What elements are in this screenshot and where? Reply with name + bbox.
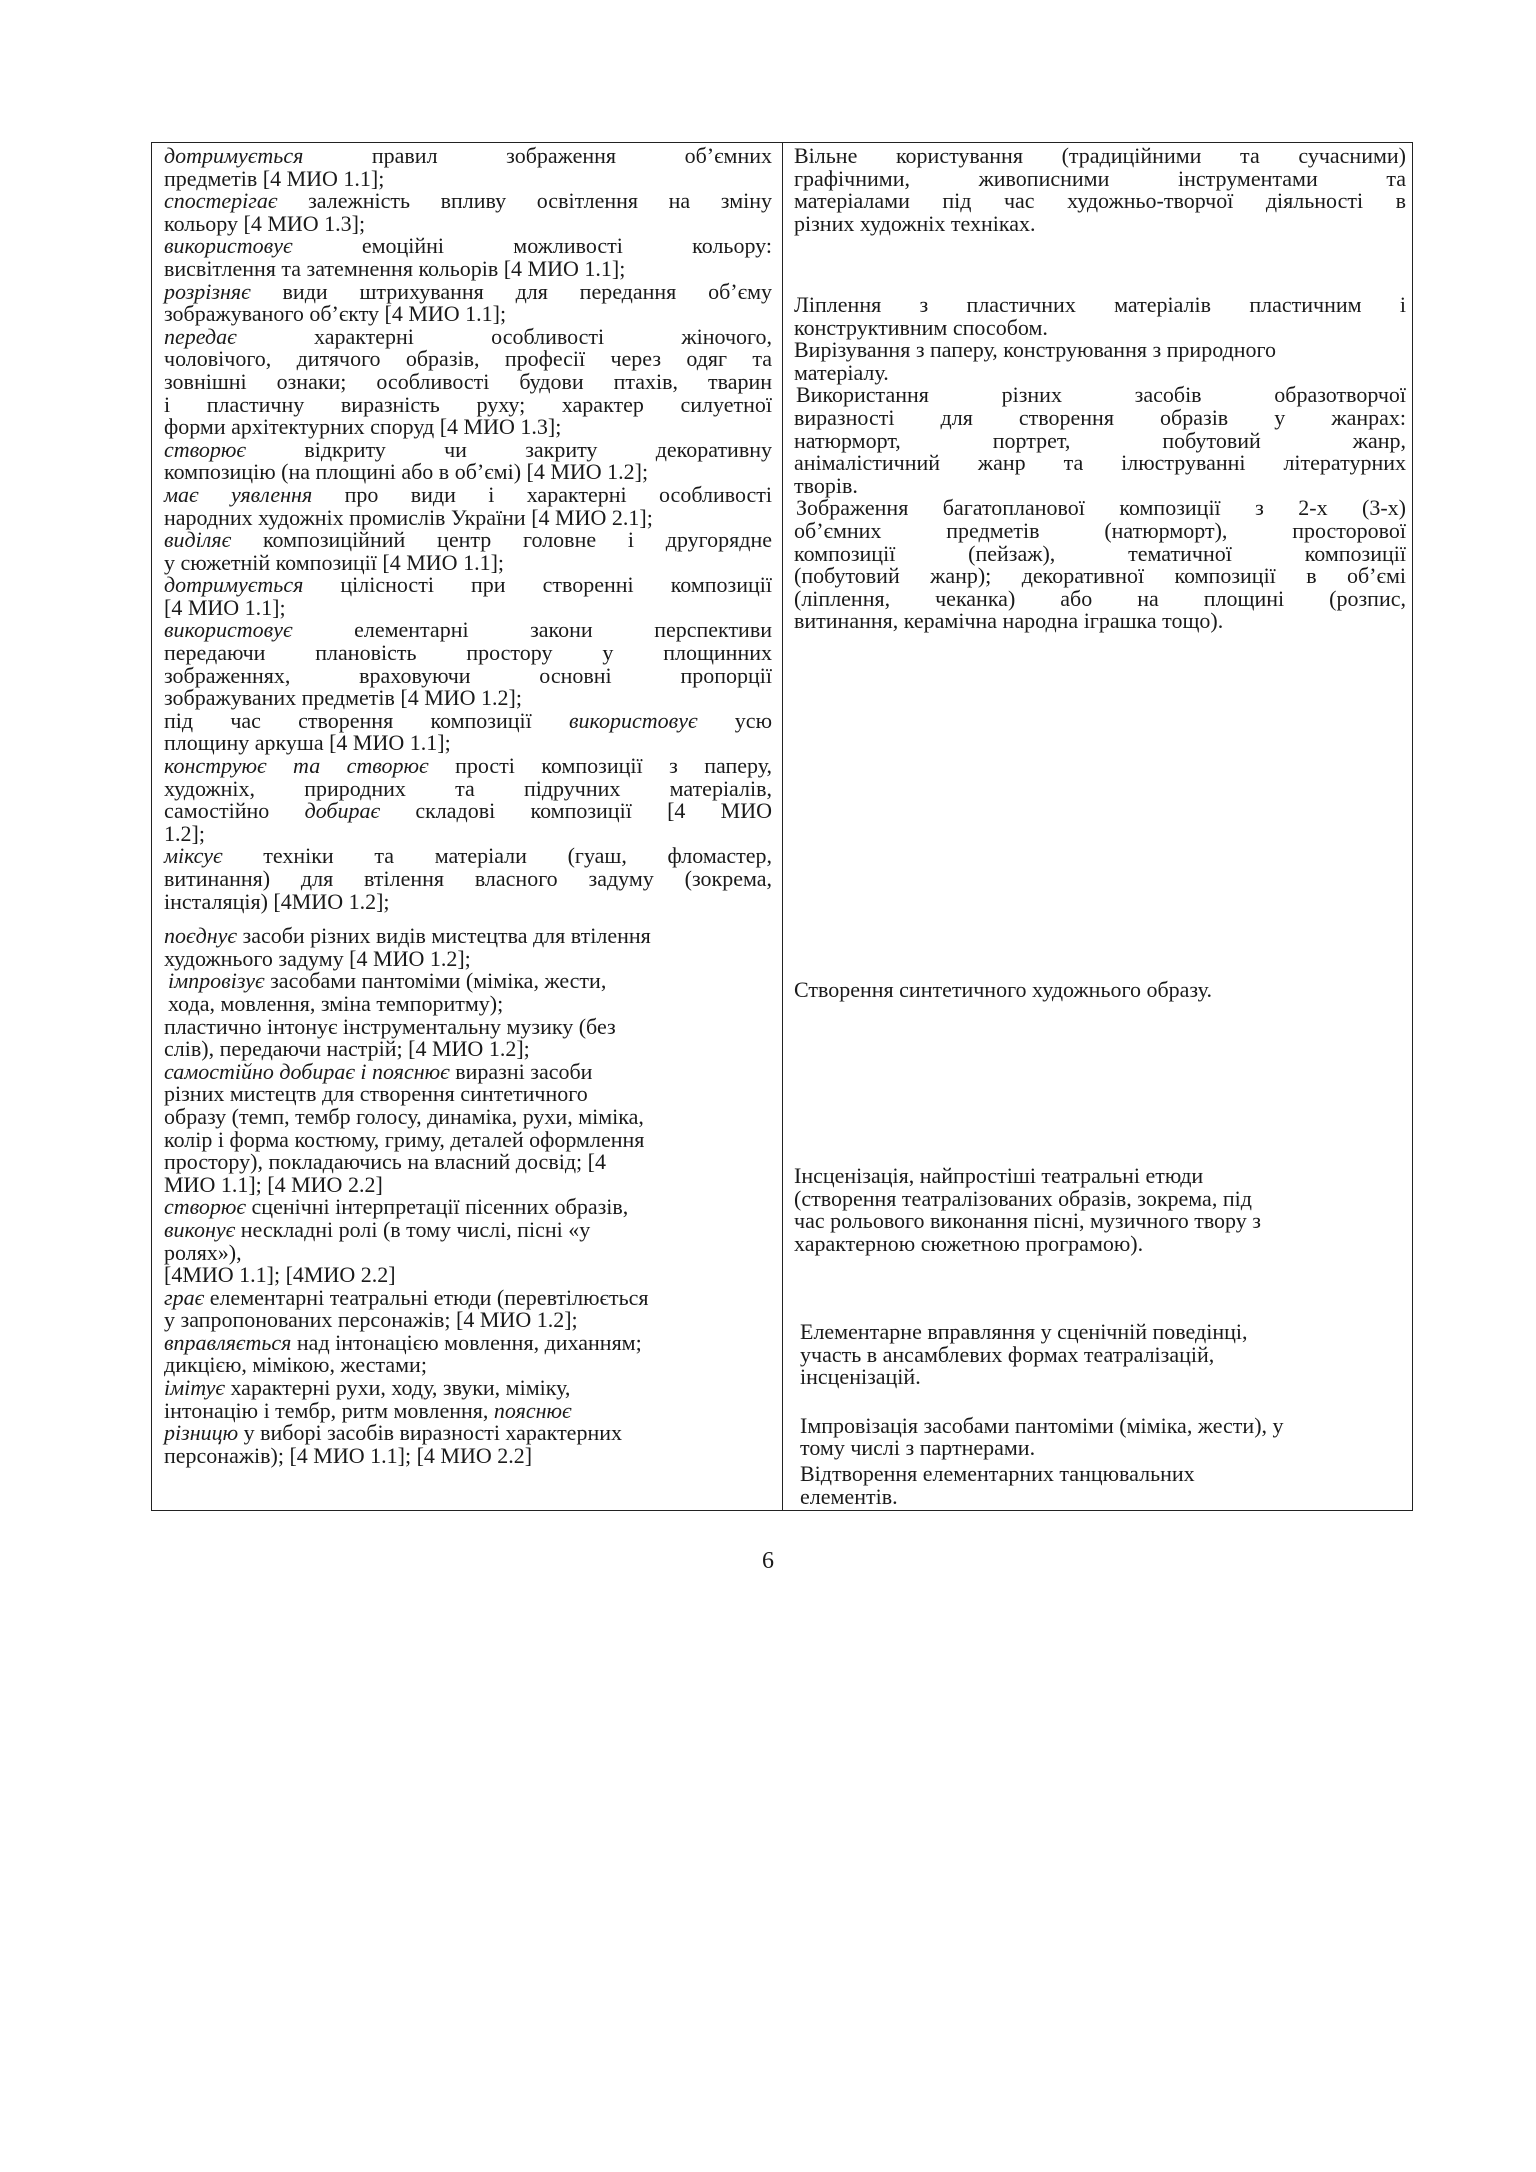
outcomes-column [164,145,772,1467]
text-line: витинання, керамічна народна іграшка тощо). [794,608,1224,634]
text-line: вправляється над інтонацією мовлення, диханням; [164,1329,642,1355]
text-line: час рольового виконання пісні, музичного твору з [794,1208,1261,1234]
text-line: інтонацію і тембр, ритм мовлення, пояснює [164,1397,572,1423]
text-line: МИО 1.1]; [4 МИО 2.2] [164,1171,383,1197]
text-line: імпровізує засобами пантоміми (міміка, жести, [168,968,607,994]
text-line: виразності для створення образів у жанрах: [794,404,1406,430]
text-line: конструює та створює прості композиції з паперу, [164,753,773,779]
text-line: самостійно добирає і пояснює виразні засоби [164,1058,593,1084]
text-line: слів), передаючи настрій; [4 МИО 1.2]; [164,1036,530,1062]
text-line: форми архітектурних споруд [4 МИО 1.3]; [164,414,562,440]
text-line: анімалістичний жанр та ілюструванні літературних [794,450,1406,476]
text-line: образу (темп, тембр голосу, динаміка, рухи, міміка, [164,1103,644,1129]
text-line: міксує техніки та матеріали (гуаш, фломастер, [164,843,772,869]
text-line: Зображення багатопланової композиції з 2-х (3-х) [796,495,1406,521]
text-line: композиції (пейзаж), тематичної композиції [794,540,1406,566]
text-line: дикцією, мімікою, жестами; [164,1352,427,1378]
text-line: площину аркуша [4 МИО 1.1]; [164,730,451,756]
text-line: об’ємних предметів (натюрморт), просторової [794,517,1406,543]
text-line: Елементарне вправляння у сценічній поведінці, [800,1319,1248,1344]
text-line: має уявлення про види і характерні особливості [164,481,772,507]
text-line: простору), покладаючись на власний досвід; [4 [164,1149,606,1175]
text-line: [4 МИО 1.1]; [164,594,286,620]
text-line: Імпровізація засобами пантоміми (міміка, жести), у [800,1412,1284,1438]
text-line: пластично інтонує інструментальну музику (без [164,1013,616,1039]
text-line: під час створення композиції використовує усю [164,707,773,733]
text-line: Інсценізація, найпростіші театральні етюди [794,1163,1204,1188]
text-line: передає характерні особливості жіночого, [164,323,772,349]
page-number: 6 [762,1548,774,1574]
text-line: кольору [4 МИО 1.3]; [164,210,366,236]
text-line: різницю у виборі засобів виразності характерних [164,1420,622,1446]
text-line: різних мистецтв для створення синтетичного [164,1081,588,1107]
text-line: конструктивним способом. [794,314,1048,340]
text-line: матеріалами під час художньо-творчої діяльності в [794,188,1406,214]
text-line: розрізняє види штрихування для передання об’єму [164,278,772,304]
text-line: (побутовий жанр); декоративної композиції в об’ємі [794,563,1406,589]
text-line: чоловічого, дитячого образів, професії через одяг та [164,346,772,372]
text-line: Вирізування з паперу, конструювання з природного [794,337,1277,363]
text-line: народних художніх промислів України [4 МИО 2.1]; [164,504,653,530]
text-line: натюрморт, портрет, побутовий жанр, [794,427,1406,453]
text-line: 1.2]; [164,820,205,846]
text-line: різних художніх техніках. [794,210,1036,236]
text-line: у сюжетній композиції [4 МИО 1.1]; [164,549,505,575]
text-line: участь в ансамблевих формах театралізацій, [800,1341,1215,1367]
text-line: дотримується цілісності при створенні композиції [164,572,772,598]
text-line: використовує емоційні можливості кольору: [164,233,772,259]
curriculum-table [151,142,1413,1511]
text-line: художніх, природних та підручних матеріалів, [164,775,772,801]
text-line: графічними, живописними інструментами та [794,165,1406,191]
text-line: інсценізацій. [800,1364,921,1390]
text-line: грає елементарні театральні етюди (перевтілюється [164,1284,649,1310]
text-line: зображуваних предметів [4 МИО 1.2]; [164,685,522,711]
text-line: використовує елементарні закони перспективи [164,617,772,643]
text-line: Використання різних засобів образотворчої [796,382,1406,408]
text-line: і пластичну виразність руху; характер силуетної [164,391,772,417]
text-line: композицію (на площині або в об’ємі) [4 МИО 1.2]; [164,459,649,485]
text-line: ролях»), [164,1239,242,1265]
text-line: характерною сюжетною програмою). [794,1230,1144,1256]
text-line: Створення синтетичного художнього образу. [794,977,1212,1002]
text-line: художнього задуму [4 МИО 1.2]; [164,945,471,971]
text-line: виконує нескладні ролі (в тому числі, пісні «у [164,1216,591,1242]
text-line: Відтворення елементарних танцювальних [800,1461,1195,1486]
text-line: витинання) для втілення власного задуму (зокрема, [164,866,772,891]
text-line: матеріалу. [794,359,889,385]
text-line: Вільне користування (традиційними та сучасними) [794,143,1406,168]
text-line: самостійно добирає складові композиції [4 МИО [164,798,772,824]
text-line: дотримується правил зображення об’ємних [164,143,772,168]
text-line: [4МИО 1.1]; [4МИО 2.2] [164,1262,396,1288]
text-line: висвітлення та затемнення кольорів [4 МИО 1.1]; [164,255,626,281]
text-line: у запропонованих персонажів; [4 МИО 1.2]; [164,1307,578,1333]
text-line: виділяє композиційний центр головне і другорядне [164,527,772,553]
text-line: творів. [794,472,858,498]
text-line: зовнішні ознаки; особливості будови птахів, тварин [164,368,772,394]
text-line: імітує характерні рухи, ходу, звуки, міміку, [164,1375,571,1401]
text-line: спостерігає залежність впливу освітлення на зміну [164,188,772,214]
text-line: персонажів); [4 МИО 1.1]; [4 МИО 2.2] [164,1442,533,1468]
text-line: створює відкриту чи закриту декоративну [164,436,772,462]
text-line: хода, мовлення, зміна темпоритму); [168,990,504,1016]
text-line: передаючи плановість простору у площинних [164,640,772,666]
text-line: (ліплення, чеканка) або на площині (розпис, [794,585,1406,611]
text-line: (створення театралізованих образів, зокрема, під [794,1185,1252,1211]
text-line: поєднує засоби різних видів мистецтва для втілення [164,923,651,949]
text-line: колір і форма костюму, гриму, деталей оформлення [164,1126,645,1152]
text-line: елементів. [800,1483,898,1509]
text-line: створює сценічні інтерпретації пісенних образів, [164,1194,629,1220]
text-line: предметів [4 МИО 1.1]; [164,165,385,191]
column-divider [782,143,783,1510]
text-line: Ліплення з пластичних матеріалів пластичним і [794,292,1406,317]
text-line: тому числі з партнерами. [800,1435,1036,1461]
text-line: інсталяція) [4МИО 1.2]; [164,888,390,914]
text-line: зображуваного об’єкту [4 МИО 1.1]; [164,301,507,327]
text-line: зображеннях, враховуючи основні пропорції [164,662,772,688]
